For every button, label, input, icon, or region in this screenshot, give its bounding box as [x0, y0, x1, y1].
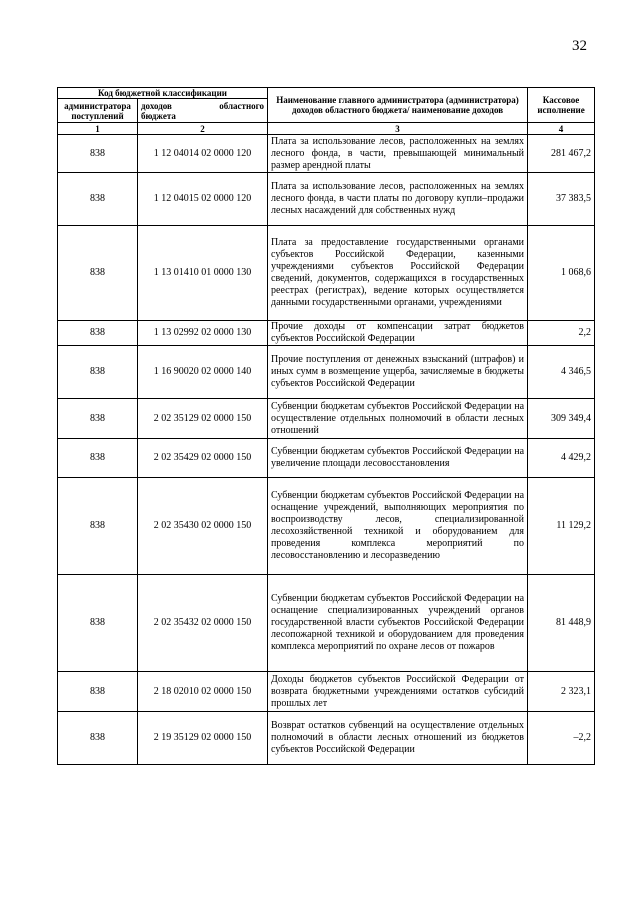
table-row — [58, 321, 595, 346]
amount-cell: 11 129,2 — [528, 478, 595, 575]
admin-cell: 838 — [58, 135, 138, 173]
name-cell: Субвенции бюджетам субъектов Российской Федерации на увеличение площади лесовосстановления — [268, 439, 528, 478]
code-cell: 2 18 02010 02 0000 150 — [138, 672, 268, 712]
amount-cell: 2,2 — [528, 321, 595, 346]
name-cell: Субвенции бюджетам субъектов Российской Федерации на осуществление отдельных полномочий в области лесных отношений — [268, 399, 528, 439]
code-cell: 2 02 35429 02 0000 150 — [138, 439, 268, 478]
amount-cell: 4 346,5 — [528, 346, 595, 399]
amount-cell: 81 448,9 — [528, 575, 595, 672]
amount-cell: 2 323,1 — [528, 672, 595, 712]
admin-cell: 838 — [58, 321, 138, 346]
table-row — [58, 346, 595, 399]
table-row — [58, 439, 595, 478]
header-amount: Кассовое исполнение — [528, 88, 595, 123]
col-number-1: 1 — [58, 123, 138, 135]
col-number-4: 4 — [528, 123, 595, 135]
header-admin: администратора поступлений — [58, 99, 138, 123]
table-row — [58, 672, 595, 712]
name-cell: Прочие поступления от денежных взысканий (штрафов) и иных сумм в возмещение ущерба, зачисляемые в бюджеты субъектов Российской Федерации — [268, 346, 528, 399]
name-cell: Субвенции бюджетам субъектов Российской Федерации на оснащение специализированных учреждений органов государственной власти субъектов Российской Федерации лесопожарной техникой и оборудованием для проведения комплекса мероприятий по охране лесов от пожаров — [268, 575, 528, 672]
code-cell: 2 02 35129 02 0000 150 — [138, 399, 268, 439]
code-cell: 2 19 35129 02 0000 150 — [138, 712, 268, 765]
code-cell: 1 12 04014 02 0000 120 — [138, 135, 268, 173]
header-income-part2-b: бюджета — [141, 110, 176, 121]
admin-cell: 838 — [58, 346, 138, 399]
code-cell: 2 02 35430 02 0000 150 — [138, 478, 268, 575]
amount-cell: –2,2 — [528, 712, 595, 765]
name-cell: Субвенции бюджетам субъектов Российской Федерации на оснащение учреждений, выполняющих мероприятия по воспроизводству лесов, специализированной лесохозяйственной техникой и оборудованием для проведения комплекса мероприятий по лесовосстановлению и лесоразведению — [268, 478, 528, 575]
table-row — [58, 478, 595, 575]
header-name: Наименование главного администратора (администратора) доходов областного бюджета/ наименование доходов — [268, 88, 528, 123]
admin-cell: 838 — [58, 478, 138, 575]
admin-cell: 838 — [58, 399, 138, 439]
page-number: 32 — [572, 38, 587, 54]
col-number-3: 3 — [268, 123, 528, 135]
amount-cell: 281 467,2 — [528, 135, 595, 173]
admin-cell: 838 — [58, 173, 138, 226]
amount-cell: 309 349,4 — [528, 399, 595, 439]
admin-cell: 838 — [58, 672, 138, 712]
col-number-2: 2 — [138, 123, 268, 135]
name-cell: Возврат остатков субвенций на осуществление отдельных полномочий в области лесных отношений из бюджетов субъектов Российской Федерации — [268, 712, 528, 765]
table-row — [58, 712, 595, 765]
amount-cell: 1 068,6 — [528, 226, 595, 321]
code-cell: 2 02 35432 02 0000 150 — [138, 575, 268, 672]
name-cell: Доходы бюджетов субъектов Российской Федерации от возврата бюджетными учреждениями остатков субсидий прошлых лет — [268, 672, 528, 712]
name-cell: Прочие доходы от компенсации затрат бюджетов субъектов Российской Федерации — [268, 321, 528, 346]
header-income-part2-a: областного — [219, 100, 265, 111]
name-cell: Плата за использование лесов, расположенных на землях лесного фонда, в части, превышающей минимальный размер арендной платы — [268, 135, 528, 173]
name-cell: Плата за предоставление государственными органами субъектов Российской Федерации, казенными учреждениями субъектов Российской Федерации сведений, документов, содержащихся в государственных реестрах (регистрах), ведение которых осуществляется данными государственными органами, учреждениями — [268, 226, 528, 321]
table-row — [58, 226, 595, 321]
admin-cell: 838 — [58, 712, 138, 765]
code-cell: 1 13 01410 01 0000 130 — [138, 226, 268, 321]
admin-cell: 838 — [58, 575, 138, 672]
admin-cell: 838 — [58, 439, 138, 478]
table-row — [58, 135, 595, 173]
name-cell: Плата за использование лесов, расположенных на землях лесного фонда, в части платы по договору купли–продажи лесных насаждений для собственных нужд — [268, 173, 528, 226]
table-row — [58, 173, 595, 226]
table-row — [58, 575, 595, 672]
code-cell: 1 16 90020 02 0000 140 — [138, 346, 268, 399]
budget-revenue-table — [57, 87, 595, 765]
code-cell: 1 12 04015 02 0000 120 — [138, 173, 268, 226]
header-income-code — [138, 99, 268, 123]
header-budget-classification: Код бюджетной классификации — [58, 88, 268, 99]
amount-cell: 4 429,2 — [528, 439, 595, 478]
amount-cell: 37 383,5 — [528, 173, 595, 226]
admin-cell: 838 — [58, 226, 138, 321]
table-row — [58, 399, 595, 439]
header-income-part1: доходов — [141, 100, 172, 111]
code-cell: 1 13 02992 02 0000 130 — [138, 321, 268, 346]
